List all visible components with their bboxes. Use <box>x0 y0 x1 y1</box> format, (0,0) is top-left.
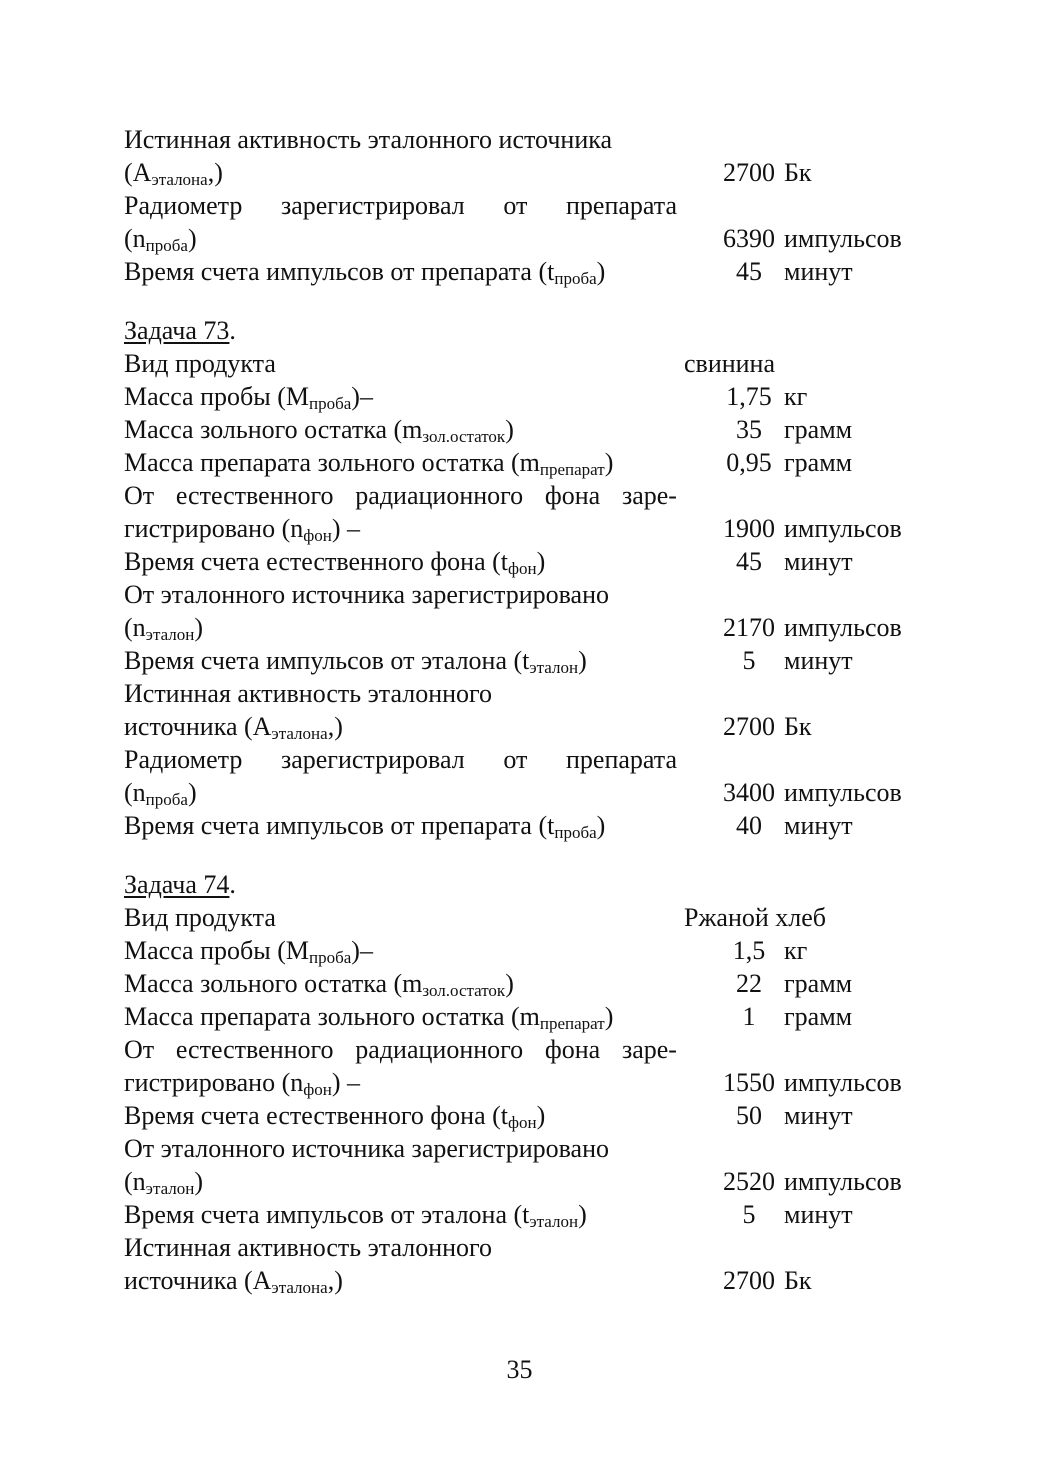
label-word: Радиометр <box>124 191 243 220</box>
label-text: Вид продукта <box>124 349 276 378</box>
param-row <box>124 743 924 776</box>
label-word: радиационного <box>355 1035 524 1064</box>
param-label <box>124 776 197 809</box>
param-label-justified <box>124 1033 677 1066</box>
param-row <box>124 479 924 512</box>
param-unit: минут <box>784 547 853 576</box>
param-unit: кг <box>784 936 808 965</box>
param-label <box>124 446 613 479</box>
label-subscript: проба <box>308 948 352 967</box>
label-text: (n <box>124 613 146 642</box>
label-text: Масса препарата зольного остатка (m <box>124 448 540 477</box>
param-value: 1550 <box>723 1068 775 1097</box>
label-word: От <box>124 1035 155 1064</box>
param-value: 0,95 <box>726 448 772 477</box>
label-subscript: препарат <box>539 1014 605 1033</box>
param-row <box>124 1165 924 1198</box>
param-row <box>124 1099 924 1132</box>
param-unit: минут <box>784 257 853 286</box>
param-value: 6390 <box>723 224 775 253</box>
task-heading <box>124 868 924 901</box>
param-unit: минут <box>784 646 853 675</box>
param-label <box>124 512 360 545</box>
label-subscript: зол.остаток <box>422 981 506 1000</box>
param-unit: грамм <box>784 1002 853 1031</box>
param-value: 35 <box>736 415 762 444</box>
param-row <box>124 611 924 644</box>
param-label <box>124 710 343 743</box>
label-subscript: фон <box>303 1080 332 1099</box>
task-heading-label: Задача 73 <box>124 316 230 345</box>
param-label <box>124 1165 203 1198</box>
label-suffix: ) – <box>331 514 361 543</box>
label-word: заре- <box>621 1035 677 1064</box>
param-label <box>124 1099 545 1132</box>
label-word: естественного <box>175 481 334 510</box>
param-row <box>124 347 924 380</box>
param-value: 1900 <box>723 514 775 543</box>
label-suffix: ) <box>604 1002 614 1031</box>
param-value: 3400 <box>723 778 775 807</box>
label-word: естественного <box>175 1035 334 1064</box>
label-subscript: эталон <box>145 625 195 644</box>
task-heading-dot: . <box>229 870 236 899</box>
label-suffix: ) <box>505 415 514 444</box>
label-subscript: проба <box>145 790 188 809</box>
product-type-value: Ржаной хлеб <box>684 903 827 932</box>
label-suffix: ) <box>194 1167 204 1196</box>
param-unit: кг <box>784 382 808 411</box>
label-subscript: эталон <box>145 1179 195 1198</box>
label-suffix: ) <box>596 257 606 286</box>
label-suffix: ,) <box>327 712 343 741</box>
label-text: Масса пробы (М <box>124 936 309 965</box>
param-label <box>124 222 197 255</box>
param-unit: грамм <box>784 969 853 998</box>
param-value: 1,5 <box>732 936 766 965</box>
label-subscript: препарат <box>539 460 605 479</box>
label-word: фона <box>544 1035 601 1064</box>
param-label <box>124 156 223 189</box>
param-unit: минут <box>784 1101 853 1130</box>
label-suffix: ,) <box>327 1266 343 1295</box>
label-word: от <box>503 745 528 774</box>
label-text: Масса зольного остатка (m <box>124 415 423 444</box>
section-gap <box>124 288 924 314</box>
param-row <box>124 222 924 255</box>
param-label <box>124 1066 360 1099</box>
label-word: зарегистрировал <box>280 191 465 220</box>
param-value: 5 <box>742 646 756 675</box>
param-row <box>124 578 924 611</box>
param-value: 2520 <box>723 1167 775 1196</box>
param-row <box>124 1198 924 1231</box>
param-label <box>124 934 373 967</box>
param-label <box>124 413 514 446</box>
param-unit: импульсов <box>784 1167 902 1196</box>
label-suffix: ) <box>187 224 197 253</box>
label-text: (n <box>124 224 146 253</box>
page-number: 35 <box>506 1355 533 1384</box>
param-row <box>124 1000 924 1033</box>
label-suffix: ) <box>194 613 204 642</box>
param-value: 2700 <box>723 712 775 741</box>
param-label: Истинная активность эталонного <box>124 679 493 708</box>
label-suffix: )– <box>351 936 373 965</box>
label-text: Масса пробы (М <box>124 382 309 411</box>
param-row <box>124 934 924 967</box>
param-row <box>124 255 924 288</box>
param-row <box>124 1033 924 1066</box>
label-subscript: проба <box>554 269 597 288</box>
task-heading <box>124 314 924 347</box>
param-row <box>124 901 924 934</box>
param-value: 45 <box>736 257 762 286</box>
param-value: 5 <box>742 1200 756 1229</box>
param-row <box>124 380 924 413</box>
task-heading-label: Задача 74 <box>124 870 230 899</box>
label-suffix: )– <box>351 382 373 411</box>
label-suffix: ) <box>578 1200 587 1229</box>
label-word: зарегистрировал <box>280 745 465 774</box>
param-value: 1 <box>742 1002 756 1031</box>
param-label <box>124 809 605 842</box>
param-value: 2700 <box>723 1266 775 1295</box>
param-row <box>124 1066 924 1099</box>
param-row <box>124 446 924 479</box>
param-label <box>124 347 276 380</box>
label-suffix: ) <box>536 547 546 576</box>
label-word: препарата <box>565 191 677 220</box>
param-unit: импульсов <box>784 224 902 253</box>
label-text: Время счета импульсов от препарата (t <box>124 811 555 840</box>
label-word: препарата <box>565 745 677 774</box>
param-label: Истинная активность эталонного <box>124 1233 493 1262</box>
label-text: Вид продукта <box>124 903 276 932</box>
label-suffix: ) <box>187 778 197 807</box>
param-unit: импульсов <box>784 1068 902 1097</box>
param-row <box>124 967 924 1000</box>
label-subscript: зол.остаток <box>422 427 506 446</box>
section-gap <box>124 842 924 868</box>
document-content <box>124 123 924 1297</box>
label-suffix: ) <box>604 448 614 477</box>
label-text: источника (A <box>124 712 272 741</box>
param-row <box>124 545 924 578</box>
param-label <box>124 644 587 677</box>
param-label-justified <box>124 479 677 512</box>
param-row <box>124 123 924 156</box>
param-unit: минут <box>784 811 853 840</box>
param-value: 2170 <box>723 613 775 642</box>
label-subscript: эталон <box>529 1212 579 1231</box>
param-unit: минут <box>784 1200 853 1229</box>
label-text: гистрировано (n <box>124 514 304 543</box>
param-row <box>124 413 924 446</box>
label-text: Время счета импульсов от препарата (t <box>124 257 555 286</box>
param-unit: импульсов <box>784 514 902 543</box>
label-word: фона <box>544 481 601 510</box>
label-suffix: ,) <box>207 158 223 187</box>
param-row <box>124 1132 924 1165</box>
param-label <box>124 380 373 413</box>
label-subscript: эталона <box>271 724 328 743</box>
label-subscript: эталона <box>271 1278 328 1297</box>
param-label <box>124 1264 343 1297</box>
param-label <box>124 1000 613 1033</box>
param-label <box>124 1198 587 1231</box>
label-suffix: ) <box>596 811 606 840</box>
label-text: Время счета импульсов от эталона (t <box>124 646 530 675</box>
param-row <box>124 677 924 710</box>
param-value: 50 <box>736 1101 762 1130</box>
param-row <box>124 809 924 842</box>
label-text: (A <box>124 158 152 187</box>
label-suffix: ) <box>505 969 514 998</box>
param-unit: Бк <box>784 158 812 187</box>
param-label: От эталонного источника зарегистрировано <box>124 1134 609 1163</box>
product-type-value: свинина <box>684 349 776 378</box>
param-value: 1,75 <box>726 382 772 411</box>
param-label <box>124 611 203 644</box>
label-text: (n <box>124 778 146 807</box>
param-label: От эталонного источника зарегистрировано <box>124 580 609 609</box>
task-heading-dot: . <box>229 316 236 345</box>
param-unit: Бк <box>784 1266 812 1295</box>
label-text: Время счета естественного фона (t <box>124 1101 509 1130</box>
label-text: гистрировано (n <box>124 1068 304 1097</box>
param-label <box>124 255 605 288</box>
param-row <box>124 1264 924 1297</box>
param-label-justified <box>124 743 677 776</box>
label-suffix: ) <box>578 646 587 675</box>
param-label <box>124 545 545 578</box>
param-value: 45 <box>736 547 762 576</box>
label-text: Время счета импульсов от эталона (t <box>124 1200 530 1229</box>
param-value: 40 <box>736 811 762 840</box>
label-text: источника (A <box>124 1266 272 1295</box>
label-text: (n <box>124 1167 146 1196</box>
param-row <box>124 512 924 545</box>
label-text: Время счета естественного фона (t <box>124 547 509 576</box>
label-subscript: эталона <box>151 170 208 189</box>
label-text: Масса зольного остатка (m <box>124 969 423 998</box>
label-word: заре- <box>621 481 677 510</box>
label-word: От <box>124 481 155 510</box>
param-unit: грамм <box>784 415 853 444</box>
param-label: Истинная активность эталонного источника <box>124 125 613 154</box>
param-row <box>124 189 924 222</box>
label-text: Масса препарата зольного остатка (m <box>124 1002 540 1031</box>
label-suffix: ) <box>536 1101 546 1130</box>
param-row <box>124 710 924 743</box>
param-value: 22 <box>736 969 762 998</box>
label-word: радиационного <box>355 481 524 510</box>
param-unit: грамм <box>784 448 853 477</box>
param-label <box>124 901 276 934</box>
label-word: Радиометр <box>124 745 243 774</box>
label-subscript: фон <box>508 1113 537 1132</box>
param-unit: импульсов <box>784 778 902 807</box>
label-subscript: проба <box>554 823 597 842</box>
label-subscript: фон <box>508 559 537 578</box>
label-suffix: ) – <box>331 1068 361 1097</box>
label-subscript: проба <box>145 236 188 255</box>
param-row <box>124 156 924 189</box>
param-unit: Бк <box>784 712 812 741</box>
param-row <box>124 644 924 677</box>
label-subscript: проба <box>308 394 352 413</box>
label-subscript: эталон <box>529 658 579 677</box>
param-row <box>124 776 924 809</box>
param-unit: импульсов <box>784 613 902 642</box>
param-label-justified <box>124 189 677 222</box>
label-word: от <box>503 191 528 220</box>
label-subscript: фон <box>303 526 332 545</box>
param-value: 2700 <box>723 158 775 187</box>
param-row <box>124 1231 924 1264</box>
param-label <box>124 967 514 1000</box>
